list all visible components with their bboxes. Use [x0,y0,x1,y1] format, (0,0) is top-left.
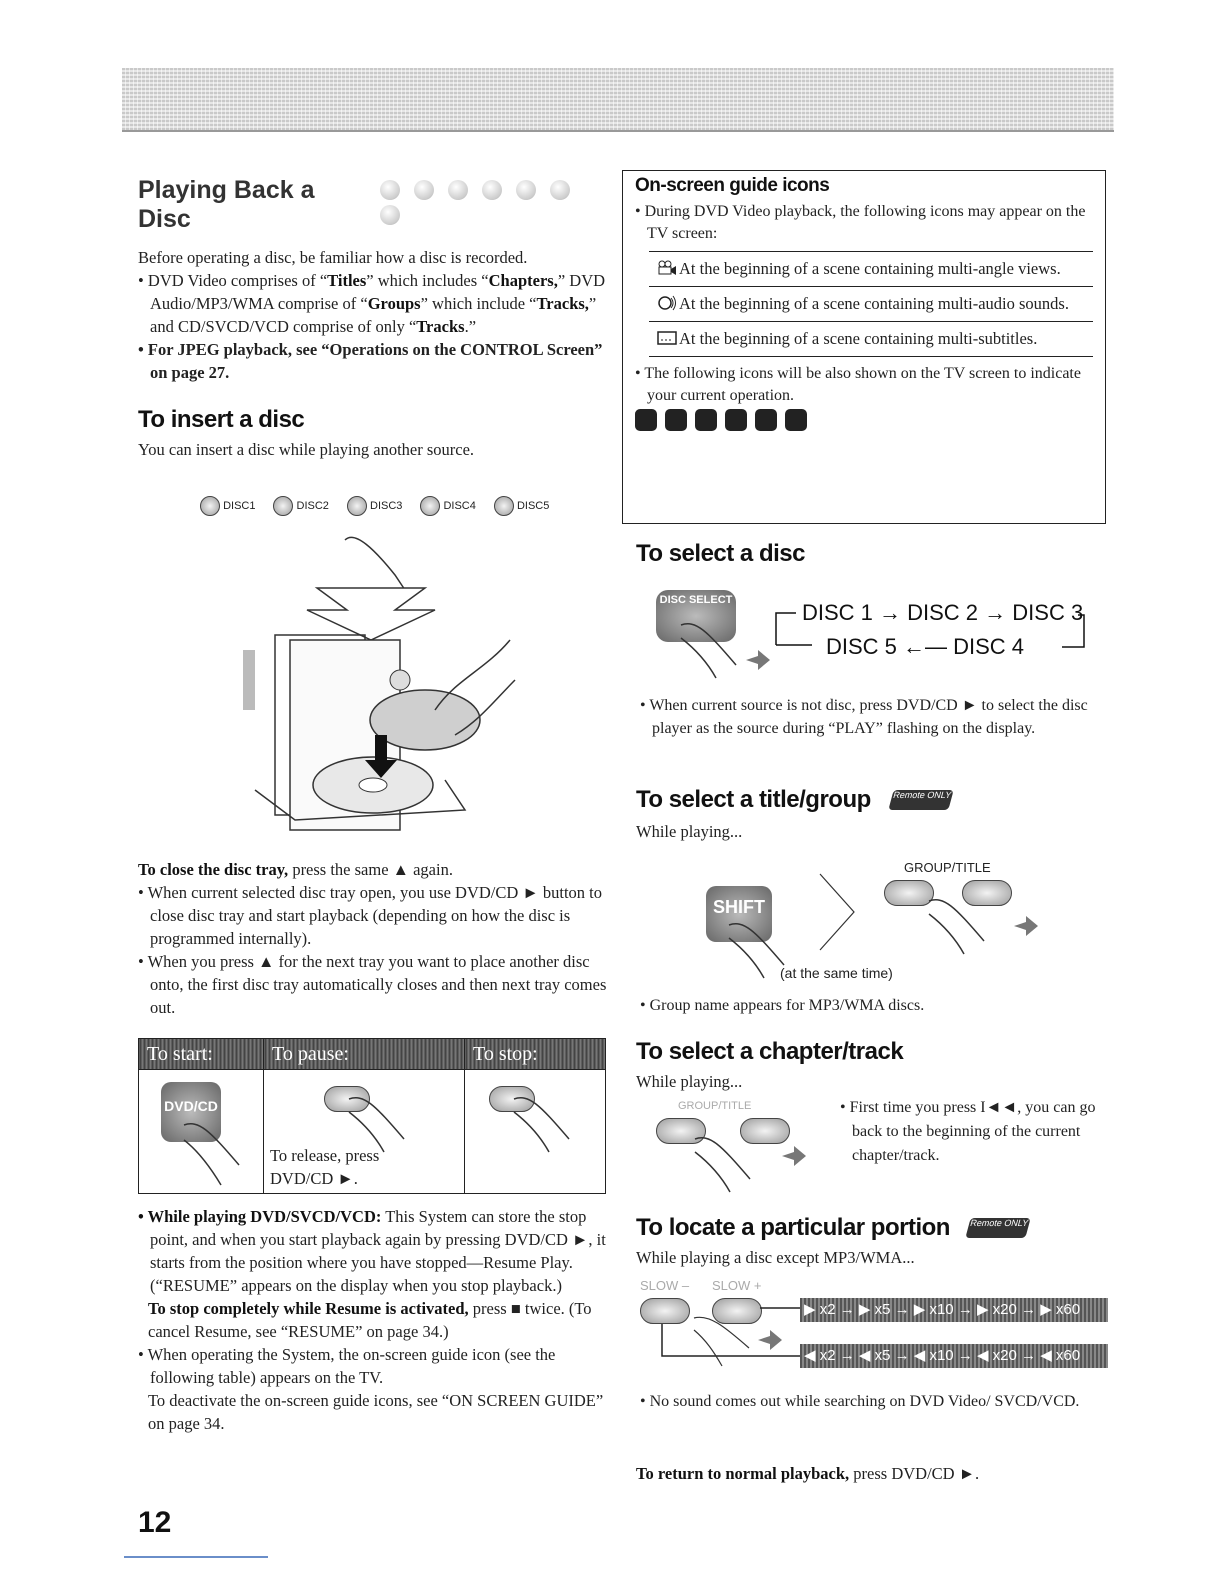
insert-disc-text: You can insert a disc while playing another source. [138,440,475,459]
insert-disc-heading: To insert a disc [138,406,305,433]
return-normal-text: To return to normal playback, press DVD/CD ►. [636,1464,980,1483]
pause-op-icon [665,409,687,431]
title-dots-decoration [380,180,608,230]
disc3-button: DISC3 [347,496,402,516]
disc-insert-illustration [225,520,525,850]
play-op-icon [635,409,657,431]
onscreen-guide-box [622,170,1106,524]
osg-icon-list [649,251,1093,357]
disc-buttons-row [200,496,549,516]
slow-forward-op-icon [755,409,777,431]
finger-press-icon [690,1134,820,1194]
disc-select-button: DISC SELECT [656,590,736,642]
shift-button: SHIFT [706,886,772,942]
while-playing-text-2: While playing... [636,1072,743,1091]
disc-flow-top: DISC 1 → DISC 2 → DISC 3 [802,600,1084,625]
pause-release-text: To release, press DVD/CD ►. [270,1146,380,1188]
resume-bullet: • While playing DVD/SVCD/VCD: This System can store the stop point, and when you start playback again by pressing DVD/CD ►, it starts from the position where you have stopped—Resume Play. (“RESUME” appears on the display when you stop playback.) [138,1207,606,1295]
close-tray-section [138,858,608,1019]
multi-angle-icon [657,260,677,276]
select-disc-heading: To select a disc [636,540,805,567]
section-title: Playing Back a Disc [138,176,315,233]
table-header-pause: To pause: [264,1039,465,1070]
reverse-search-op-icon [725,409,747,431]
table-header-start: To start: [139,1039,264,1070]
bullet-dvd-structure: • DVD Video comprises of “Titles” which includes “Chapters,” DVD Audio/MP3/WMA comprise of “Groups” which include “Tracks,” and CD/SVCD/VCD comprise of only “Tracks.” [138,271,606,336]
operation-icons-row [635,409,1097,431]
remote-only-badge-2: Remote ONLY [965,1218,1030,1238]
pause-cell [264,1070,465,1194]
chapter-track-heading: To select a chapter/track [636,1038,904,1065]
guide-icon-bullet: • When operating the System, the on-screen guide icon (see the following table) appears on the TV. [138,1345,556,1387]
guide-deactivate-text: To deactivate the on-screen guide icons, see “ON SCREEN GUIDE” on page 34. [148,1391,604,1433]
disc2-button: DISC2 [273,496,328,516]
finger-press-icon [924,896,1044,956]
locate-heading: To locate a particular portion [636,1214,950,1241]
header-banner [122,68,1114,132]
finger-press-icon [179,1120,249,1190]
page-number: 12 [138,1506,172,1539]
no-sound-note: • No sound comes out while searching on DVD Video/ SVCD/VCD. [640,1393,1080,1410]
disc4-button: DISC4 [420,496,475,516]
forward-search-speed-bar: ▶ x2 → ▶ x5 → ▶ x10 → ▶ x20 → ▶ x60 [800,1298,1108,1322]
remote-only-badge: Remote ONLY [888,790,953,810]
forward-search-op-icon [695,409,717,431]
disc1-button: DISC1 [200,496,255,516]
select-disc-note: • When current source is not disc, press DVD/CD ► to select the disc player as the source during “PLAY” flashing on the display. [640,697,1088,737]
disc5-button: DISC5 [494,496,549,516]
table-header-stop: To stop: [465,1039,606,1070]
close-tray-bullet1: • When current selected disc tray open, you use DVD/CD ► button to close disc tray and start playback (depending on how the disc is programmed internally). [138,883,602,948]
slow-reverse-op-icon [785,409,807,431]
while-playing-text: While playing... [636,822,743,841]
osg-row-angle: At the beginning of a scene containing multi-angle views. [649,252,1093,287]
close-tray-bullet2: • When you press ▲ for the next tray you want to place another disc onto, the first disc tray automatically closes and then next tray comes out. [138,952,607,1017]
multi-audio-icon [657,295,677,311]
dvd-cd-button: DVD/CD [161,1082,221,1142]
intro-text: Before operating a disc, be familiar how a disc is recorded. [138,248,528,267]
osg-row-audio: At the beginning of a scene containing multi-audio sounds. [649,287,1093,322]
title-group-heading: To select a title/group [636,786,871,813]
multi-subtitle-icon [657,330,677,346]
reverse-search-speed-bar: ◀ x2 → ◀ x5 → ◀ x10 → ◀ x20 → ◀ x60 [800,1344,1108,1368]
osg-intro: • During DVD Video playback, the following icons may appear on the TV screen: [635,203,1086,242]
slow-plus-label: SLOW + [712,1278,762,1293]
left-column [138,176,608,461]
start-cell [139,1070,264,1194]
locate-text: While playing a disc except MP3/WMA... [636,1248,915,1267]
stop-cell [465,1070,606,1194]
finger-press-icon [676,620,786,680]
search-connector-lines [654,1300,814,1370]
finger-press-icon [509,1094,579,1154]
close-tray-text: To close the disc tray, press the same ▲ again. [138,860,453,879]
chapter-track-note: • First time you press I◄◄, you can go back to the beginning of the current chapter/track. [840,1099,1096,1164]
locate-heading-row [636,1214,1028,1242]
bracket-decoration [818,872,858,952]
stop-completely-text: To stop completely while Resume is activated, press ■ twice. (To cancel Resume, see “RESUME” on page 34.) [148,1299,592,1341]
title-group-heading-row [636,786,951,814]
disc-flow-bottom: DISC 5 ←— DISC 4 [826,634,1025,659]
slow-minus-label: SLOW – [640,1278,690,1293]
bullet-jpeg: • For JPEG playback, see “Operations on the CONTROL Screen” on page 27. [138,340,603,382]
group-title-label: GROUP/TITLE [904,860,991,875]
start-pause-stop-table [138,1038,606,1194]
group-title-label-2: GROUP/TITLE [678,1100,752,1112]
same-time-text: (at the same time) [780,965,893,981]
osg-row-subtitle: At the beginning of a scene containing multi-subtitles. [649,322,1093,357]
group-name-note: • Group name appears for MP3/WMA discs. [640,997,925,1014]
osg-after: • The following icons will be also shown on the TV screen to indicate your current operation. [635,365,1081,404]
osg-heading: On-screen guide icons [635,175,830,196]
resume-section [138,1205,608,1435]
footer-rule [124,1556,268,1558]
